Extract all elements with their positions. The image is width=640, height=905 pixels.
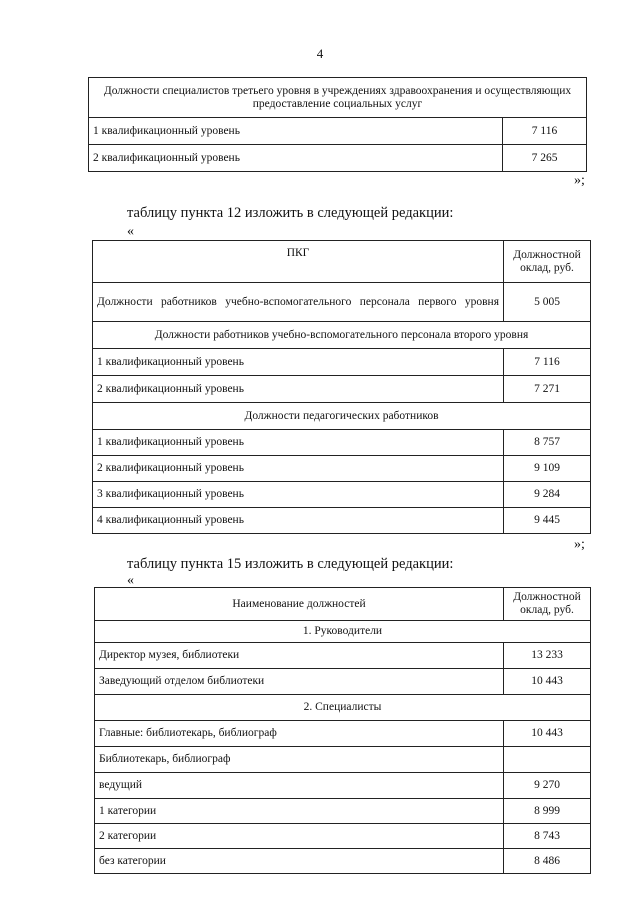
row-name: Заведующий отделом библиотеки xyxy=(95,669,504,695)
row-salary: 9 109 xyxy=(504,456,591,482)
row-name: 2 квалификационный уровень xyxy=(93,376,504,403)
table-row xyxy=(93,508,591,534)
row-salary: 10 443 xyxy=(504,669,591,695)
section-12-intro: таблицу пункта 12 изложить в следующей редакции: xyxy=(127,205,454,221)
section-15-intro: таблицу пункта 15 изложить в следующей редакции: xyxy=(127,556,454,572)
table-row xyxy=(95,849,591,874)
table-row xyxy=(89,118,587,145)
opening-quote-12: « xyxy=(127,224,134,239)
row-salary: 9 270 xyxy=(504,773,591,799)
row-salary: 7 116 xyxy=(503,118,587,145)
row-name: Должности работников учебно-вспомогательного персонала первого уровня xyxy=(93,283,504,322)
table-row xyxy=(95,747,591,773)
table-row xyxy=(93,482,591,508)
row-salary: 9 284 xyxy=(504,482,591,508)
row-name: 1 квалификационный уровень xyxy=(89,118,503,145)
table-row xyxy=(95,721,591,747)
table-row xyxy=(95,643,591,669)
row-name: без категории xyxy=(95,849,504,874)
row-name: 1 категории xyxy=(95,799,504,824)
row-name: Библиотекарь, библиограф xyxy=(95,747,504,773)
col-header-salary: Должностной оклад, руб. xyxy=(504,588,591,621)
row-salary: 10 443 xyxy=(504,721,591,747)
group-header-pedagogical: Должности педагогических работников xyxy=(93,403,591,430)
col-header-pkg: ПКГ xyxy=(93,241,504,283)
table-row xyxy=(93,456,591,482)
row-name: Главные: библиотекарь, библиограф xyxy=(95,721,504,747)
closing-quote-12: »; xyxy=(574,537,585,552)
table-row xyxy=(93,376,591,403)
table-a-header: Должности специалистов третьего уровня в учреждениях здравоохранения и осуществляющих предоставление социальных услуг xyxy=(89,78,587,118)
row-salary: 7 116 xyxy=(504,349,591,376)
row-salary: 8 757 xyxy=(504,430,591,456)
group-header-specialists: 2. Специалисты xyxy=(95,695,591,721)
table-row xyxy=(95,799,591,824)
row-salary xyxy=(504,747,591,773)
opening-quote-15: « xyxy=(127,573,134,588)
row-salary: 8 743 xyxy=(504,824,591,849)
row-salary: 7 265 xyxy=(503,145,587,172)
row-salary: 9 445 xyxy=(504,508,591,534)
group-header-managers: 1. Руководители xyxy=(95,621,591,643)
table-row xyxy=(93,430,591,456)
page-number: 4 xyxy=(316,46,324,61)
col-header-name: Наименование должностей xyxy=(95,588,504,621)
row-name: Директор музея, библиотеки xyxy=(95,643,504,669)
row-name: 1 квалификационный уровень xyxy=(93,349,504,376)
row-name: 2 категории xyxy=(95,824,504,849)
table-row xyxy=(93,349,591,376)
row-salary: 8 999 xyxy=(504,799,591,824)
row-name: 3 квалификационный уровень xyxy=(93,482,504,508)
row-name: 1 квалификационный уровень xyxy=(93,430,504,456)
table-row xyxy=(89,145,587,172)
table-row xyxy=(95,773,591,799)
closing-quote-a: »; xyxy=(574,173,585,188)
row-salary: 7 271 xyxy=(504,376,591,403)
row-name: 4 квалификационный уровень xyxy=(93,508,504,534)
row-name: 2 квалификационный уровень xyxy=(93,456,504,482)
table-row xyxy=(95,669,591,695)
table-specialists-third-level xyxy=(88,77,587,172)
row-salary: 5 005 xyxy=(504,283,591,322)
table-section-12 xyxy=(92,240,591,534)
group-header-second-level: Должности работников учебно-вспомогательного персонала второго уровня xyxy=(93,322,591,349)
row-name: 2 квалификационный уровень xyxy=(89,145,503,172)
row-name: ведущий xyxy=(95,773,504,799)
table-row xyxy=(95,824,591,849)
row-salary: 8 486 xyxy=(504,849,591,874)
row-salary: 13 233 xyxy=(504,643,591,669)
table-row xyxy=(93,283,591,322)
table-section-15 xyxy=(94,587,591,874)
col-header-salary: Должностной оклад, руб. xyxy=(504,241,591,283)
